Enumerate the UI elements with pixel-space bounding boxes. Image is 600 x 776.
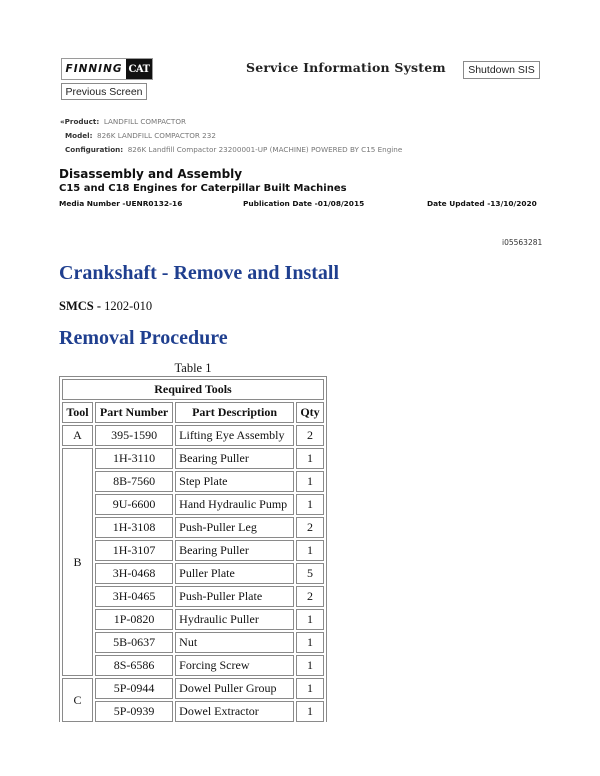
part-description-cell: Dowel Extractor bbox=[175, 701, 294, 722]
smcs-code bbox=[59, 299, 152, 314]
required-tools-table-container bbox=[59, 376, 327, 722]
table-row bbox=[62, 425, 324, 446]
qty-cell: 2 bbox=[296, 517, 324, 538]
part-number-cell: 5P-0939 bbox=[95, 701, 173, 722]
qty-cell: 1 bbox=[296, 540, 324, 561]
part-description-cell: Forcing Screw bbox=[175, 655, 294, 676]
table-title: Required Tools bbox=[62, 379, 324, 400]
qty-cell: 1 bbox=[296, 655, 324, 676]
part-description-cell: Hand Hydraulic Pump bbox=[175, 494, 294, 515]
part-number-cell: 9U-6600 bbox=[95, 494, 173, 515]
part-number-cell: 395-1590 bbox=[95, 425, 173, 446]
part-number-cell: 1H-3107 bbox=[95, 540, 173, 561]
qty-cell: 2 bbox=[296, 586, 324, 607]
header-part-description: Part Description bbox=[175, 402, 294, 423]
table-row bbox=[62, 678, 324, 699]
qty-cell: 1 bbox=[296, 448, 324, 469]
part-description-cell: Dowel Puller Group bbox=[175, 678, 294, 699]
document-subtitle: C15 and C18 Engines for Caterpillar Built Machines bbox=[59, 183, 347, 194]
part-number-cell: 1H-3110 bbox=[95, 448, 173, 469]
date-updated: Date Updated -13/10/2020 bbox=[427, 199, 537, 208]
header-qty: Qty bbox=[296, 402, 324, 423]
cat-logo-badge: CAT bbox=[126, 59, 152, 79]
part-description-cell: Step Plate bbox=[175, 471, 294, 492]
table-row bbox=[62, 563, 324, 584]
part-description-cell: Bearing Puller bbox=[175, 448, 294, 469]
part-description-cell: Hydraulic Puller bbox=[175, 609, 294, 630]
part-description-cell: Bearing Puller bbox=[175, 540, 294, 561]
document-id: i05563281 bbox=[502, 238, 543, 247]
table-caption: Table 1 bbox=[174, 361, 212, 375]
table-row bbox=[62, 517, 324, 538]
part-description-cell: Push-Puller Leg bbox=[175, 517, 294, 538]
part-number-cell: 5P-0944 bbox=[95, 678, 173, 699]
qty-cell: 1 bbox=[296, 632, 324, 653]
table-row bbox=[62, 655, 324, 676]
qty-cell: 1 bbox=[296, 678, 324, 699]
finning-cat-logo bbox=[61, 58, 153, 80]
qty-cell: 1 bbox=[296, 494, 324, 515]
finning-logo-text: FINNING bbox=[65, 63, 123, 75]
table-row bbox=[62, 609, 324, 630]
part-description-cell: Nut bbox=[175, 632, 294, 653]
model-line bbox=[65, 131, 216, 140]
configuration-label: Configuration: bbox=[65, 145, 124, 154]
smcs-label: SMCS - bbox=[59, 299, 102, 313]
part-description-cell: Lifting Eye Assembly bbox=[175, 425, 294, 446]
table-title-row bbox=[62, 379, 324, 400]
tool-letter-cell: B bbox=[62, 448, 93, 676]
qty-cell: 1 bbox=[296, 609, 324, 630]
app-title: Service Information System bbox=[246, 60, 446, 75]
qty-cell: 1 bbox=[296, 471, 324, 492]
table-body bbox=[62, 425, 324, 722]
product-label: «Product: bbox=[60, 117, 100, 126]
qty-cell: 1 bbox=[296, 701, 324, 722]
media-number: Media Number -UENR0132-16 bbox=[59, 199, 183, 208]
smcs-value: 1202-010 bbox=[104, 299, 153, 313]
model-value: 826K LANDFILL COMPACTOR 232 bbox=[97, 131, 216, 140]
part-number-cell: 5B-0637 bbox=[95, 632, 173, 653]
part-description-cell: Push-Puller Plate bbox=[175, 586, 294, 607]
part-number-cell: 1H-3108 bbox=[95, 517, 173, 538]
tool-letter-cell: A bbox=[62, 425, 93, 446]
part-number-cell: 3H-0465 bbox=[95, 586, 173, 607]
previous-screen-button[interactable]: Previous Screen bbox=[61, 83, 147, 100]
table-row bbox=[62, 448, 324, 469]
table-row bbox=[62, 471, 324, 492]
part-description-cell: Puller Plate bbox=[175, 563, 294, 584]
product-value: LANDFILL COMPACTOR bbox=[103, 117, 186, 126]
shutdown-sis-button[interactable]: Shutdown SIS bbox=[463, 61, 540, 79]
table-row bbox=[62, 494, 324, 515]
table-row bbox=[62, 540, 324, 561]
part-number-cell: 8B-7560 bbox=[95, 471, 173, 492]
publication-date: Publication Date -01/08/2015 bbox=[243, 199, 365, 208]
model-label: Model: bbox=[65, 131, 93, 140]
part-number-cell: 8S-6586 bbox=[95, 655, 173, 676]
part-number-cell: 3H-0468 bbox=[95, 563, 173, 584]
part-number-cell: 1P-0820 bbox=[95, 609, 173, 630]
section-title: Removal Procedure bbox=[59, 327, 228, 349]
required-tools-table bbox=[59, 376, 327, 722]
header-left bbox=[61, 58, 153, 98]
table-header-row bbox=[62, 402, 324, 423]
table-row bbox=[62, 586, 324, 607]
table-row bbox=[62, 632, 324, 653]
product-line bbox=[60, 117, 186, 126]
header-tool: Tool bbox=[62, 402, 93, 423]
page-title: Crankshaft - Remove and Install bbox=[59, 262, 340, 284]
configuration-value: 826K Landfill Compactor 23200001-UP (MACHINE) POWERED BY C15 Engine bbox=[127, 145, 403, 154]
table-row bbox=[62, 701, 324, 722]
qty-cell: 5 bbox=[296, 563, 324, 584]
qty-cell: 2 bbox=[296, 425, 324, 446]
header-part-number: Part Number bbox=[95, 402, 173, 423]
document-category: Disassembly and Assembly bbox=[59, 167, 243, 181]
tool-letter-cell: C bbox=[62, 678, 93, 722]
configuration-line bbox=[65, 145, 402, 154]
